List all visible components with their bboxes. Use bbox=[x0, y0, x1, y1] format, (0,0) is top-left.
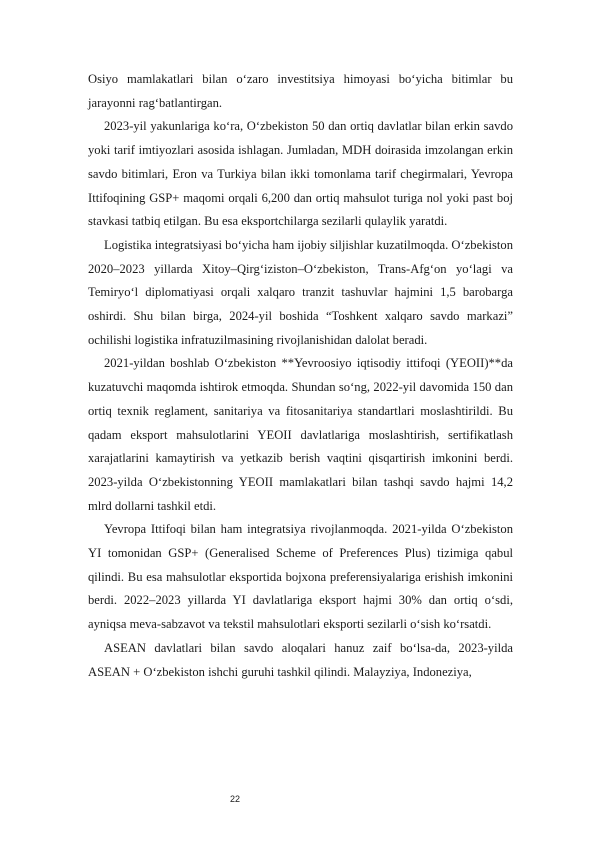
page-number: 22 bbox=[230, 794, 241, 804]
paragraph-continuation: Osiyo mamlakatlari bilan o‘zaro investitsiya himoyasi bo‘yicha bitimlar bu jarayonni rag‘batlantirgan. bbox=[88, 72, 513, 110]
paragraph-eu: Yevropa Ittifoqi bilan ham integratsiya rivojlanmoqda. 2021-yilda O‘zbekiston YI tomonidan GSP+ (Generalised Scheme of Preferences Plus) tizimiga qabul qilindi. Bu esa mahsulotlar eksportida bojxona preferensiyalariga erishish imkonini berdi. 2022–2023 yillarda YI davlatlariga eksport hajmi 30% dan ortiq o‘sdi, ayniqsa meva-sabzavot va tekstil mahsulotlari eksporti sezilarli o‘sish ko‘rsatdi. bbox=[88, 522, 513, 632]
body-text bbox=[88, 68, 513, 684]
paragraph-asean: ASEAN davlatlari bilan savdo aloqalari hanuz zaif bo‘lsa-da, 2023-yilda ASEAN + O‘zbekiston ishchi guruhi tashkil qilindi. Malayziya, Indoneziya, bbox=[88, 640, 513, 679]
paragraph-eaeu: 2021-yildan boshlab O‘zbekiston **Yevroosiyo iqtisodiy ittifoqi (YEOII)**da kuzatuvchi maqomda ishtirok etmoqda. Shundan so‘ng, 2022-yil davomida 150 dan ortiq texnik reglament, sanitariya va fitosanitariya standartlari moslashtirildi. Bu qadam eksport mahsulotlarini YEOII davlatlariga moslashtirish, sertifikatlash xarajatlarini kamaytirish va yetkazib berish vaqtini qisqartirish imkonini berdi. 2023-yilda O‘zbekistonning YEOII mamlakatlari bilan tashqi savdo hajmi 14,2 mlrd dollarni tashkil etdi. bbox=[88, 356, 513, 513]
paragraph-free-trade: 2023-yil yakunlariga ko‘ra, O‘zbekiston 50 dan ortiq davlatlar bilan erkin savdo yoki tarif imtiyozlari asosida ishlagan. Jumladan, MDH doirasida imzolangan erkin savdo bitimlari, Eron va Turkiya bilan ikki tomonlama tarif chegirmalari, Yevropa Ittifoqining GSP+ maqomi orqali 6,200 dan ortiq mahsulot turiga nol yoki past boj stavkasi tatbiq etilgan. Bu esa eksportchilarga sezilarli qulaylik yaratdi. bbox=[88, 119, 513, 229]
paragraph-logistics: Logistika integratsiyasi bo‘yicha ham ijobiy siljishlar kuzatilmoqda. O‘zbekiston 2020–2023 yillarda Xitoy–Qirg‘iziston–O‘zbekiston, Trans-Afg‘on yo‘lagi va Temiryo‘l diplomatiyasi orqali xalqaro tranzit tashuvlar hajmini 1,5 barobarga oshirdi. Shu bilan birga, 2024-yil boshida “Toshkent xalqaro savdo markazi” ochilishi logistika infratuzilmasining rivojlanishidan dalolat beradi. bbox=[88, 237, 513, 347]
